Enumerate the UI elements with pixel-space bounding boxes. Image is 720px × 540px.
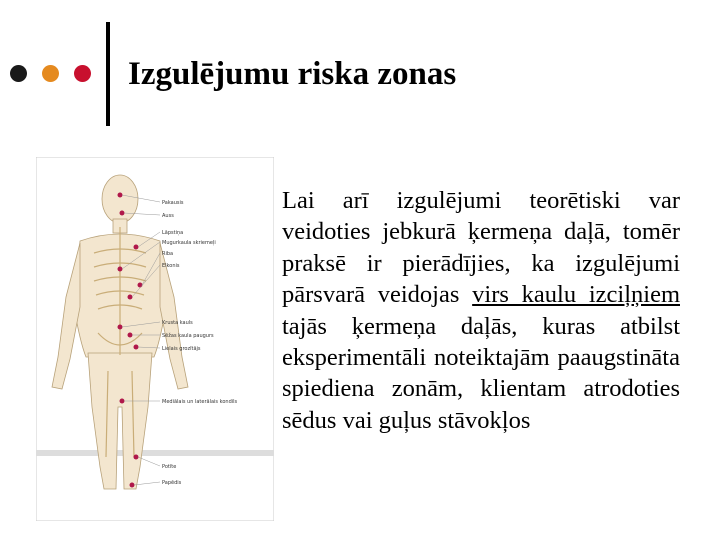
body-text-underlined: virs kaulu izciļņiem [472, 281, 680, 309]
figure-label: Papēdis [162, 480, 182, 486]
figure-label: Mediālais un laterālais kondils [162, 399, 238, 405]
figure-label: Krusta kauls [162, 320, 193, 326]
orange-dot-icon [42, 65, 59, 82]
figure-label: Elkonis [162, 263, 180, 269]
red-dot-icon [74, 65, 91, 82]
title-divider [106, 22, 110, 126]
figure-label: Mugurkaula skriemeļi [162, 240, 216, 246]
skeleton-figure [36, 157, 274, 521]
figure-label: Sēžas kaula paugurs [162, 333, 214, 339]
black-dot-icon [10, 65, 27, 82]
figure-label: Lielais grozītājs [162, 346, 201, 352]
body-text-part: Lai arī izgulējumi teorētiski var veidoties jebkurā ķermeņa daļā, tomēr praksē ir pierādījies, ka izgulējumi pārsvarā veidojas [282, 187, 680, 309]
slide-title: Izgulējumu riska zonas [128, 56, 457, 92]
bullet-dots [10, 65, 96, 85]
figure-label: Potīte [162, 464, 177, 470]
figure-label: Riba [162, 251, 174, 257]
body-paragraph [282, 185, 680, 436]
figure-label: Pakausis [162, 200, 184, 206]
figure-label: Auss [162, 213, 174, 219]
body-text-part: tajās ķermeņa daļās, kuras atbilst eksperimentāli noteiktajām paaugstināta spiediena zonām, klientam atrodoties sēdus vai guļus stāvokļos [282, 312, 680, 434]
figure-label: Lāpstiņa [162, 230, 184, 236]
